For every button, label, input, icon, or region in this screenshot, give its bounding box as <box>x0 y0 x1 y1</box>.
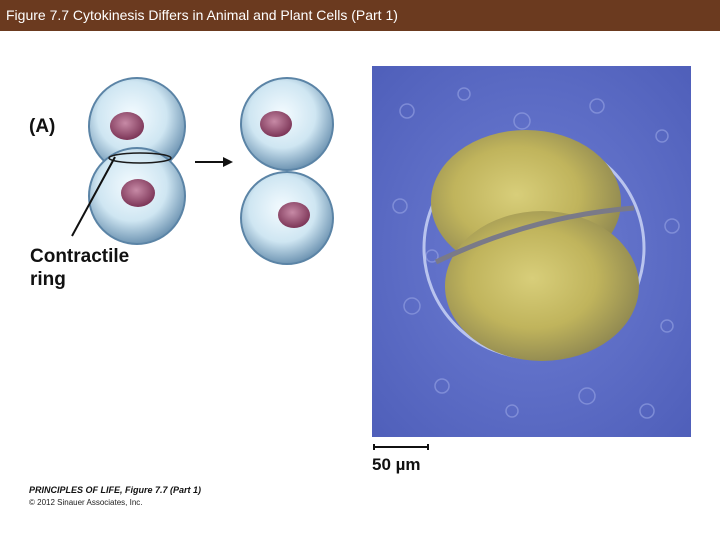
scale-label: 50 µm <box>372 455 421 474</box>
source-credit: PRINCIPLES OF LIFE, Figure 7.7 (Part 1) <box>29 485 202 495</box>
contractile-ring-label: Contractile ring <box>30 246 130 290</box>
dividing-cell <box>89 78 185 244</box>
plant-cell-micrograph <box>372 66 691 437</box>
daughter-cells <box>241 78 333 264</box>
slide-title: Figure 7.7 Cytokinesis Differs in Animal and Plant Cells (Part 1) <box>6 7 398 23</box>
scale-bar <box>373 444 429 450</box>
arrow-icon <box>195 157 233 167</box>
copyright-text: © 2012 Sinauer Associates, Inc. <box>29 498 143 507</box>
panel-label: (A) <box>29 116 56 137</box>
